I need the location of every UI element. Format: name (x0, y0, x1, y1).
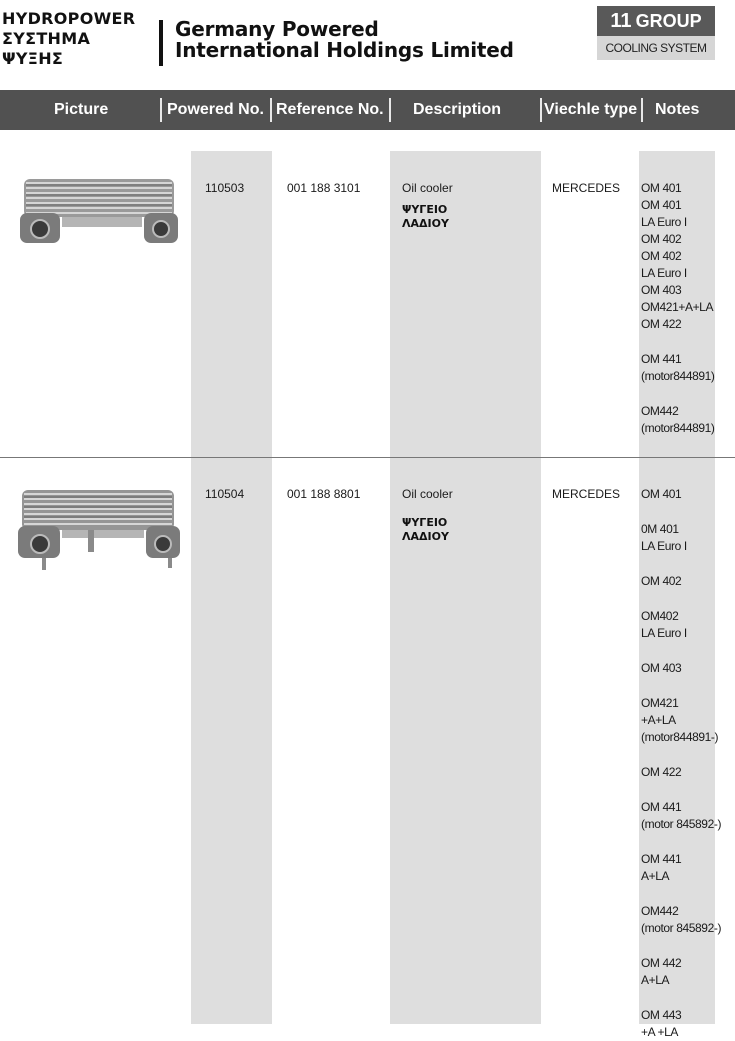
note-line: OM442 (641, 404, 679, 418)
column-header-bar (0, 90, 735, 130)
note-line: +A +LA (641, 1025, 678, 1039)
powered-column-strip (191, 151, 272, 1024)
note-line: (motor844891-) (641, 730, 719, 744)
group-subtitle: COOLING SYSTEM (597, 36, 715, 60)
note-line: OM 441 (641, 352, 682, 366)
column-separator (270, 98, 272, 122)
column-separator (641, 98, 643, 122)
reference-number: 001 188 8801 (287, 487, 361, 501)
powered-number: 110504 (205, 487, 245, 501)
note-line: +A+LA (641, 713, 676, 727)
note-gap (641, 590, 721, 608)
note-line: (motor 845892-) (641, 817, 722, 831)
note-line: A+LA (641, 973, 670, 987)
note-line: OM 402 (641, 249, 682, 263)
note-line: OM 443 (641, 1008, 682, 1022)
greek-line: ΛΑΔΙΟΥ (402, 217, 449, 230)
note-line: LA Euro I (641, 539, 687, 553)
note-gap (641, 677, 721, 695)
group-word: GROUP (635, 10, 702, 31)
row-divider (0, 457, 735, 458)
header-divider (159, 20, 163, 66)
greek-line: ΨΥΓΕΙΟ (402, 516, 448, 529)
note-line: LA Euro I (641, 215, 687, 229)
col-picture: Picture (54, 101, 109, 118)
description: Oil cooler (402, 487, 453, 501)
note-line: OM442 (641, 904, 679, 918)
note-gap (641, 555, 721, 573)
col-description: Description (413, 101, 502, 118)
note-line: OM421+A+LA (641, 300, 714, 314)
greek-line: ΛΑΔΙΟΥ (402, 530, 449, 543)
note-line: OM 441 (641, 852, 682, 866)
note-line: OM402 (641, 609, 679, 623)
note-gap (641, 937, 721, 955)
note-line: OM 402 (641, 574, 682, 588)
vehicle-type: MERCEDES (552, 181, 621, 195)
note-gap (641, 746, 721, 764)
note-line: OM 401 (641, 198, 682, 212)
note-line: LA Euro I (641, 266, 687, 280)
col-notes: Notes (655, 101, 700, 118)
group-number: 11 (610, 9, 632, 32)
greek-line: ΨΥΓΕΙΟ (402, 203, 448, 216)
company-name (175, 19, 514, 61)
description-column-strip (390, 151, 541, 1024)
note-gap (641, 385, 715, 403)
note-line: OM 401 (641, 487, 682, 501)
company-line: Germany Powered (175, 17, 379, 41)
group-badge (597, 6, 715, 60)
note-line: (motor844891) (641, 421, 715, 435)
note-line: OM 403 (641, 283, 682, 297)
note-line: OM 422 (641, 765, 682, 779)
note-line: OM 402 (641, 232, 682, 246)
brand-line: ΨΥΞΗΣ (2, 49, 64, 68)
notes-list (641, 180, 715, 437)
note-line: (motor844891) (641, 369, 715, 383)
note-gap (641, 503, 721, 521)
oil-cooler-image (16, 486, 180, 572)
vehicle-type: MERCEDES (552, 487, 621, 501)
col-powered-no: Powered No. (167, 101, 264, 118)
notes-list (641, 486, 721, 1041)
brand-name (2, 9, 135, 69)
note-line: OM 403 (641, 661, 682, 675)
note-line: (motor 845892-) (641, 921, 722, 935)
note-gap (641, 642, 721, 660)
note-gap (641, 989, 721, 1007)
note-gap (641, 781, 721, 799)
note-line: OM 442 (641, 956, 682, 970)
note-line: LA Euro I (641, 626, 687, 640)
note-line: OM 401 (641, 181, 682, 195)
note-gap (641, 833, 721, 851)
company-line: International Holdings Limited (175, 38, 514, 62)
column-separator (160, 98, 162, 122)
column-separator (540, 98, 542, 122)
column-separator (389, 98, 391, 122)
description: Oil cooler (402, 181, 453, 195)
note-line: OM421 (641, 696, 679, 710)
note-gap (641, 885, 721, 903)
oil-cooler-image (18, 173, 178, 251)
reference-number: 001 188 3101 (287, 181, 361, 195)
powered-number: 110503 (205, 181, 245, 195)
note-line: 0M 401 (641, 522, 679, 536)
col-reference-no: Reference No. (276, 101, 384, 118)
brand-line: ΣΥΣΤΗΜΑ (2, 29, 91, 48)
brand-line: HYDROPOWER (2, 9, 136, 28)
note-line: OM 441 (641, 800, 682, 814)
greek-description (402, 203, 449, 231)
greek-description (402, 516, 449, 544)
note-gap (641, 333, 715, 351)
note-line: A+LA (641, 869, 670, 883)
note-line: OM 422 (641, 317, 682, 331)
col-vehicle-type: Viechle type (544, 101, 638, 118)
